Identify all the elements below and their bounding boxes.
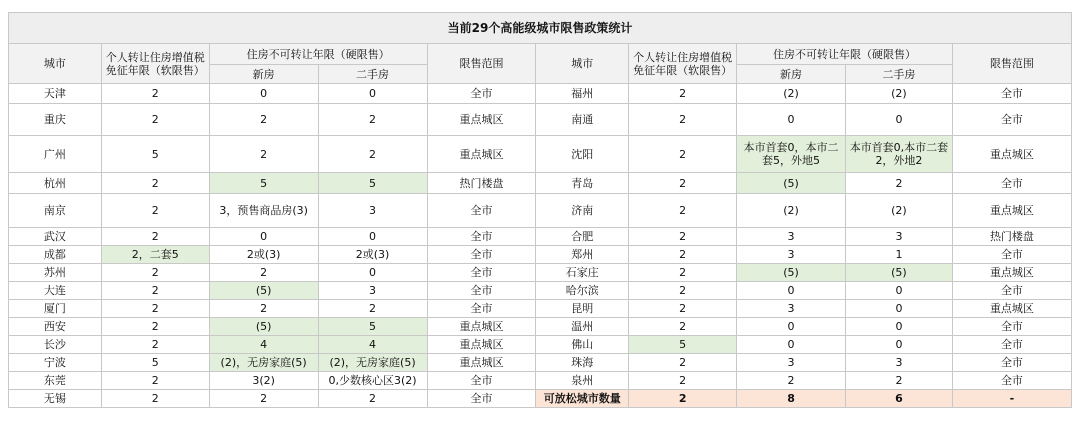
cell-new: (2)，无房家庭(5): [209, 354, 318, 372]
header-new-house: 新房: [737, 65, 846, 84]
cell-tax: 2: [629, 300, 737, 318]
cell-scope: -: [952, 390, 1071, 408]
cell-scope: 重点城区: [952, 194, 1071, 228]
cell-tax: 2: [101, 194, 209, 228]
cell-tax: 5: [101, 136, 209, 173]
cell-new: 本市首套0，本市二套5，外地5: [737, 136, 846, 173]
cell-new: 0: [737, 282, 846, 300]
cell-city: 重庆: [9, 104, 102, 136]
cell-city: 武汉: [9, 228, 102, 246]
cell-new: 0: [737, 104, 846, 136]
table-row: [9, 246, 1072, 264]
cell-scope: 全市: [952, 336, 1071, 354]
cell-second: 2: [318, 104, 427, 136]
cell-second: 3: [846, 228, 953, 246]
cell-scope: 重点城区: [427, 136, 536, 173]
table-row: [9, 372, 1072, 390]
cell-new: (5): [209, 282, 318, 300]
cell-scope: 全市: [952, 173, 1071, 194]
header-second-hand: 二手房: [846, 65, 953, 84]
table-row: [9, 282, 1072, 300]
cell-scope: 全市: [427, 300, 536, 318]
cell-scope: 重点城区: [427, 318, 536, 336]
cell-second: 3: [318, 194, 427, 228]
cell-second: 2: [846, 372, 953, 390]
table-row: [9, 194, 1072, 228]
cell-scope: 全市: [427, 246, 536, 264]
cell-second: 0: [318, 264, 427, 282]
table-row: [9, 84, 1072, 104]
cell-second: (2)，无房家庭(5): [318, 354, 427, 372]
cell-new: 3: [737, 228, 846, 246]
cell-tax: 5: [101, 354, 209, 372]
cell-tax: 2: [629, 173, 737, 194]
cell-city: 合肥: [536, 228, 629, 246]
cell-tax: 2: [629, 372, 737, 390]
cell-second: 2: [318, 136, 427, 173]
table-row: [9, 136, 1072, 173]
cell-city: 长沙: [9, 336, 102, 354]
cell-second: 1: [846, 246, 953, 264]
cell-second: 5: [318, 173, 427, 194]
header-tax-exempt-years: 个人转让住房增值税免征年限（软限售）: [101, 44, 209, 84]
cell-tax: 2: [101, 300, 209, 318]
cell-city: 南京: [9, 194, 102, 228]
cell-new: 0: [737, 318, 846, 336]
cell-city: 天津: [9, 84, 102, 104]
header-city: 城市: [9, 44, 102, 84]
cell-new: (5): [737, 173, 846, 194]
cell-scope: 重点城区: [427, 336, 536, 354]
cell-tax: 2: [101, 84, 209, 104]
cell-new: (2): [737, 84, 846, 104]
cell-new: 0: [209, 228, 318, 246]
cell-city: 西安: [9, 318, 102, 336]
cell-city: 石家庄: [536, 264, 629, 282]
cell-city: 可放松城市数量: [536, 390, 629, 408]
cell-city: 哈尔滨: [536, 282, 629, 300]
cell-second: 2: [318, 390, 427, 408]
cell-scope: 热门楼盘: [427, 173, 536, 194]
cell-city: 苏州: [9, 264, 102, 282]
cell-new: 0: [209, 84, 318, 104]
cell-scope: 全市: [427, 264, 536, 282]
cell-second: 0: [846, 104, 953, 136]
cell-second: (5): [846, 264, 953, 282]
cell-new: 3: [737, 354, 846, 372]
cell-new: 2或(3): [209, 246, 318, 264]
cell-city: 广州: [9, 136, 102, 173]
cell-scope: 全市: [427, 282, 536, 300]
cell-new: (5): [737, 264, 846, 282]
cell-tax: 2: [101, 390, 209, 408]
cell-scope: 热门楼盘: [952, 228, 1071, 246]
cell-scope: 全市: [952, 84, 1071, 104]
table-row: [9, 228, 1072, 246]
cell-scope: 全市: [427, 84, 536, 104]
cell-city: 杭州: [9, 173, 102, 194]
cell-second: 0: [846, 318, 953, 336]
cell-city: 佛山: [536, 336, 629, 354]
cell-tax: 2: [629, 228, 737, 246]
cell-scope: 重点城区: [427, 104, 536, 136]
cell-tax: 2: [101, 173, 209, 194]
cell-second: 6: [846, 390, 953, 408]
cell-city: 青岛: [536, 173, 629, 194]
cell-scope: 全市: [427, 228, 536, 246]
cell-city: 济南: [536, 194, 629, 228]
cell-tax: 2: [629, 136, 737, 173]
cell-tax: 2，二套5: [101, 246, 209, 264]
cell-new: 2: [209, 104, 318, 136]
header-nontransfer-years: 住房不可转让年限（硬限售）: [209, 44, 427, 65]
cell-scope: 重点城区: [952, 300, 1071, 318]
cell-tax: 2: [629, 318, 737, 336]
cell-scope: 全市: [952, 282, 1071, 300]
cell-tax: 2: [101, 372, 209, 390]
cell-tax: 2: [101, 336, 209, 354]
cell-second: 本市首套0,本市二套2，外地2: [846, 136, 953, 173]
cell-new: 2: [209, 390, 318, 408]
table-row: [9, 354, 1072, 372]
table-title: 当前29个高能级城市限售政策统计: [9, 13, 1072, 44]
cell-new: 5: [209, 173, 318, 194]
cell-new: 3，预售商品房(3): [209, 194, 318, 228]
table-row: [9, 300, 1072, 318]
cell-scope: 全市: [952, 246, 1071, 264]
header-second-hand: 二手房: [318, 65, 427, 84]
cell-tax: 5: [629, 336, 737, 354]
cell-second: (2): [846, 194, 953, 228]
cell-city: 无锡: [9, 390, 102, 408]
cell-second: 4: [318, 336, 427, 354]
header-nontransfer-years: 住房不可转让年限（硬限售）: [737, 44, 953, 65]
header-tax-exempt-years: 个人转让住房增值税免征年限（软限售）: [629, 44, 737, 84]
cell-tax: 2: [629, 104, 737, 136]
cell-second: 0: [846, 336, 953, 354]
cell-tax: 2: [629, 194, 737, 228]
table-row: [9, 104, 1072, 136]
cell-new: 2: [209, 264, 318, 282]
cell-second: 2: [846, 173, 953, 194]
cell-tax: 2: [629, 354, 737, 372]
cell-second: 0: [318, 228, 427, 246]
cell-tax: 2: [101, 264, 209, 282]
cell-city: 成都: [9, 246, 102, 264]
cell-scope: 全市: [952, 104, 1071, 136]
cell-city: 大连: [9, 282, 102, 300]
cell-new: 3(2): [209, 372, 318, 390]
header-scope: 限售范围: [427, 44, 536, 84]
table-row: [9, 318, 1072, 336]
header-city: 城市: [536, 44, 629, 84]
table-row: [9, 390, 1072, 408]
cell-city: 南通: [536, 104, 629, 136]
cell-second: 0: [318, 84, 427, 104]
cell-city: 泉州: [536, 372, 629, 390]
cell-scope: 重点城区: [952, 136, 1071, 173]
cell-second: 2或(3): [318, 246, 427, 264]
table-row: [9, 173, 1072, 194]
cell-second: 2: [318, 300, 427, 318]
cell-second: (2): [846, 84, 953, 104]
cell-city: 沈阳: [536, 136, 629, 173]
cell-city: 厦门: [9, 300, 102, 318]
cell-second: 0,少数核心区3(2): [318, 372, 427, 390]
cell-scope: 全市: [952, 354, 1071, 372]
cell-tax: 2: [101, 104, 209, 136]
cell-new: 2: [209, 300, 318, 318]
cell-scope: 全市: [427, 194, 536, 228]
header-scope: 限售范围: [952, 44, 1071, 84]
cell-tax: 2: [629, 390, 737, 408]
cell-scope: 全市: [952, 318, 1071, 336]
cell-city: 郑州: [536, 246, 629, 264]
header-new-house: 新房: [209, 65, 318, 84]
cell-second: 0: [846, 300, 953, 318]
cell-second: 5: [318, 318, 427, 336]
cell-new: (2): [737, 194, 846, 228]
cell-new: 0: [737, 336, 846, 354]
cell-new: 3: [737, 300, 846, 318]
cell-scope: 重点城区: [427, 354, 536, 372]
cell-new: 4: [209, 336, 318, 354]
cell-scope: 全市: [427, 390, 536, 408]
cell-tax: 2: [629, 264, 737, 282]
cell-tax: 2: [101, 318, 209, 336]
cell-tax: 2: [629, 282, 737, 300]
policy-table: [8, 12, 1072, 408]
cell-city: 温州: [536, 318, 629, 336]
cell-second: 3: [318, 282, 427, 300]
table-row: [9, 264, 1072, 282]
cell-new: 2: [737, 372, 846, 390]
cell-city: 宁波: [9, 354, 102, 372]
cell-tax: 2: [629, 84, 737, 104]
cell-new: (5): [209, 318, 318, 336]
cell-tax: 2: [101, 282, 209, 300]
cell-city: 昆明: [536, 300, 629, 318]
cell-tax: 2: [629, 246, 737, 264]
cell-new: 8: [737, 390, 846, 408]
table-row: [9, 336, 1072, 354]
cell-new: 3: [737, 246, 846, 264]
cell-new: 2: [209, 136, 318, 173]
cell-city: 福州: [536, 84, 629, 104]
cell-second: 0: [846, 282, 953, 300]
cell-scope: 全市: [952, 372, 1071, 390]
cell-city: 东莞: [9, 372, 102, 390]
cell-scope: 全市: [427, 372, 536, 390]
cell-tax: 2: [101, 228, 209, 246]
cell-scope: 重点城区: [952, 264, 1071, 282]
cell-second: 3: [846, 354, 953, 372]
cell-city: 珠海: [536, 354, 629, 372]
